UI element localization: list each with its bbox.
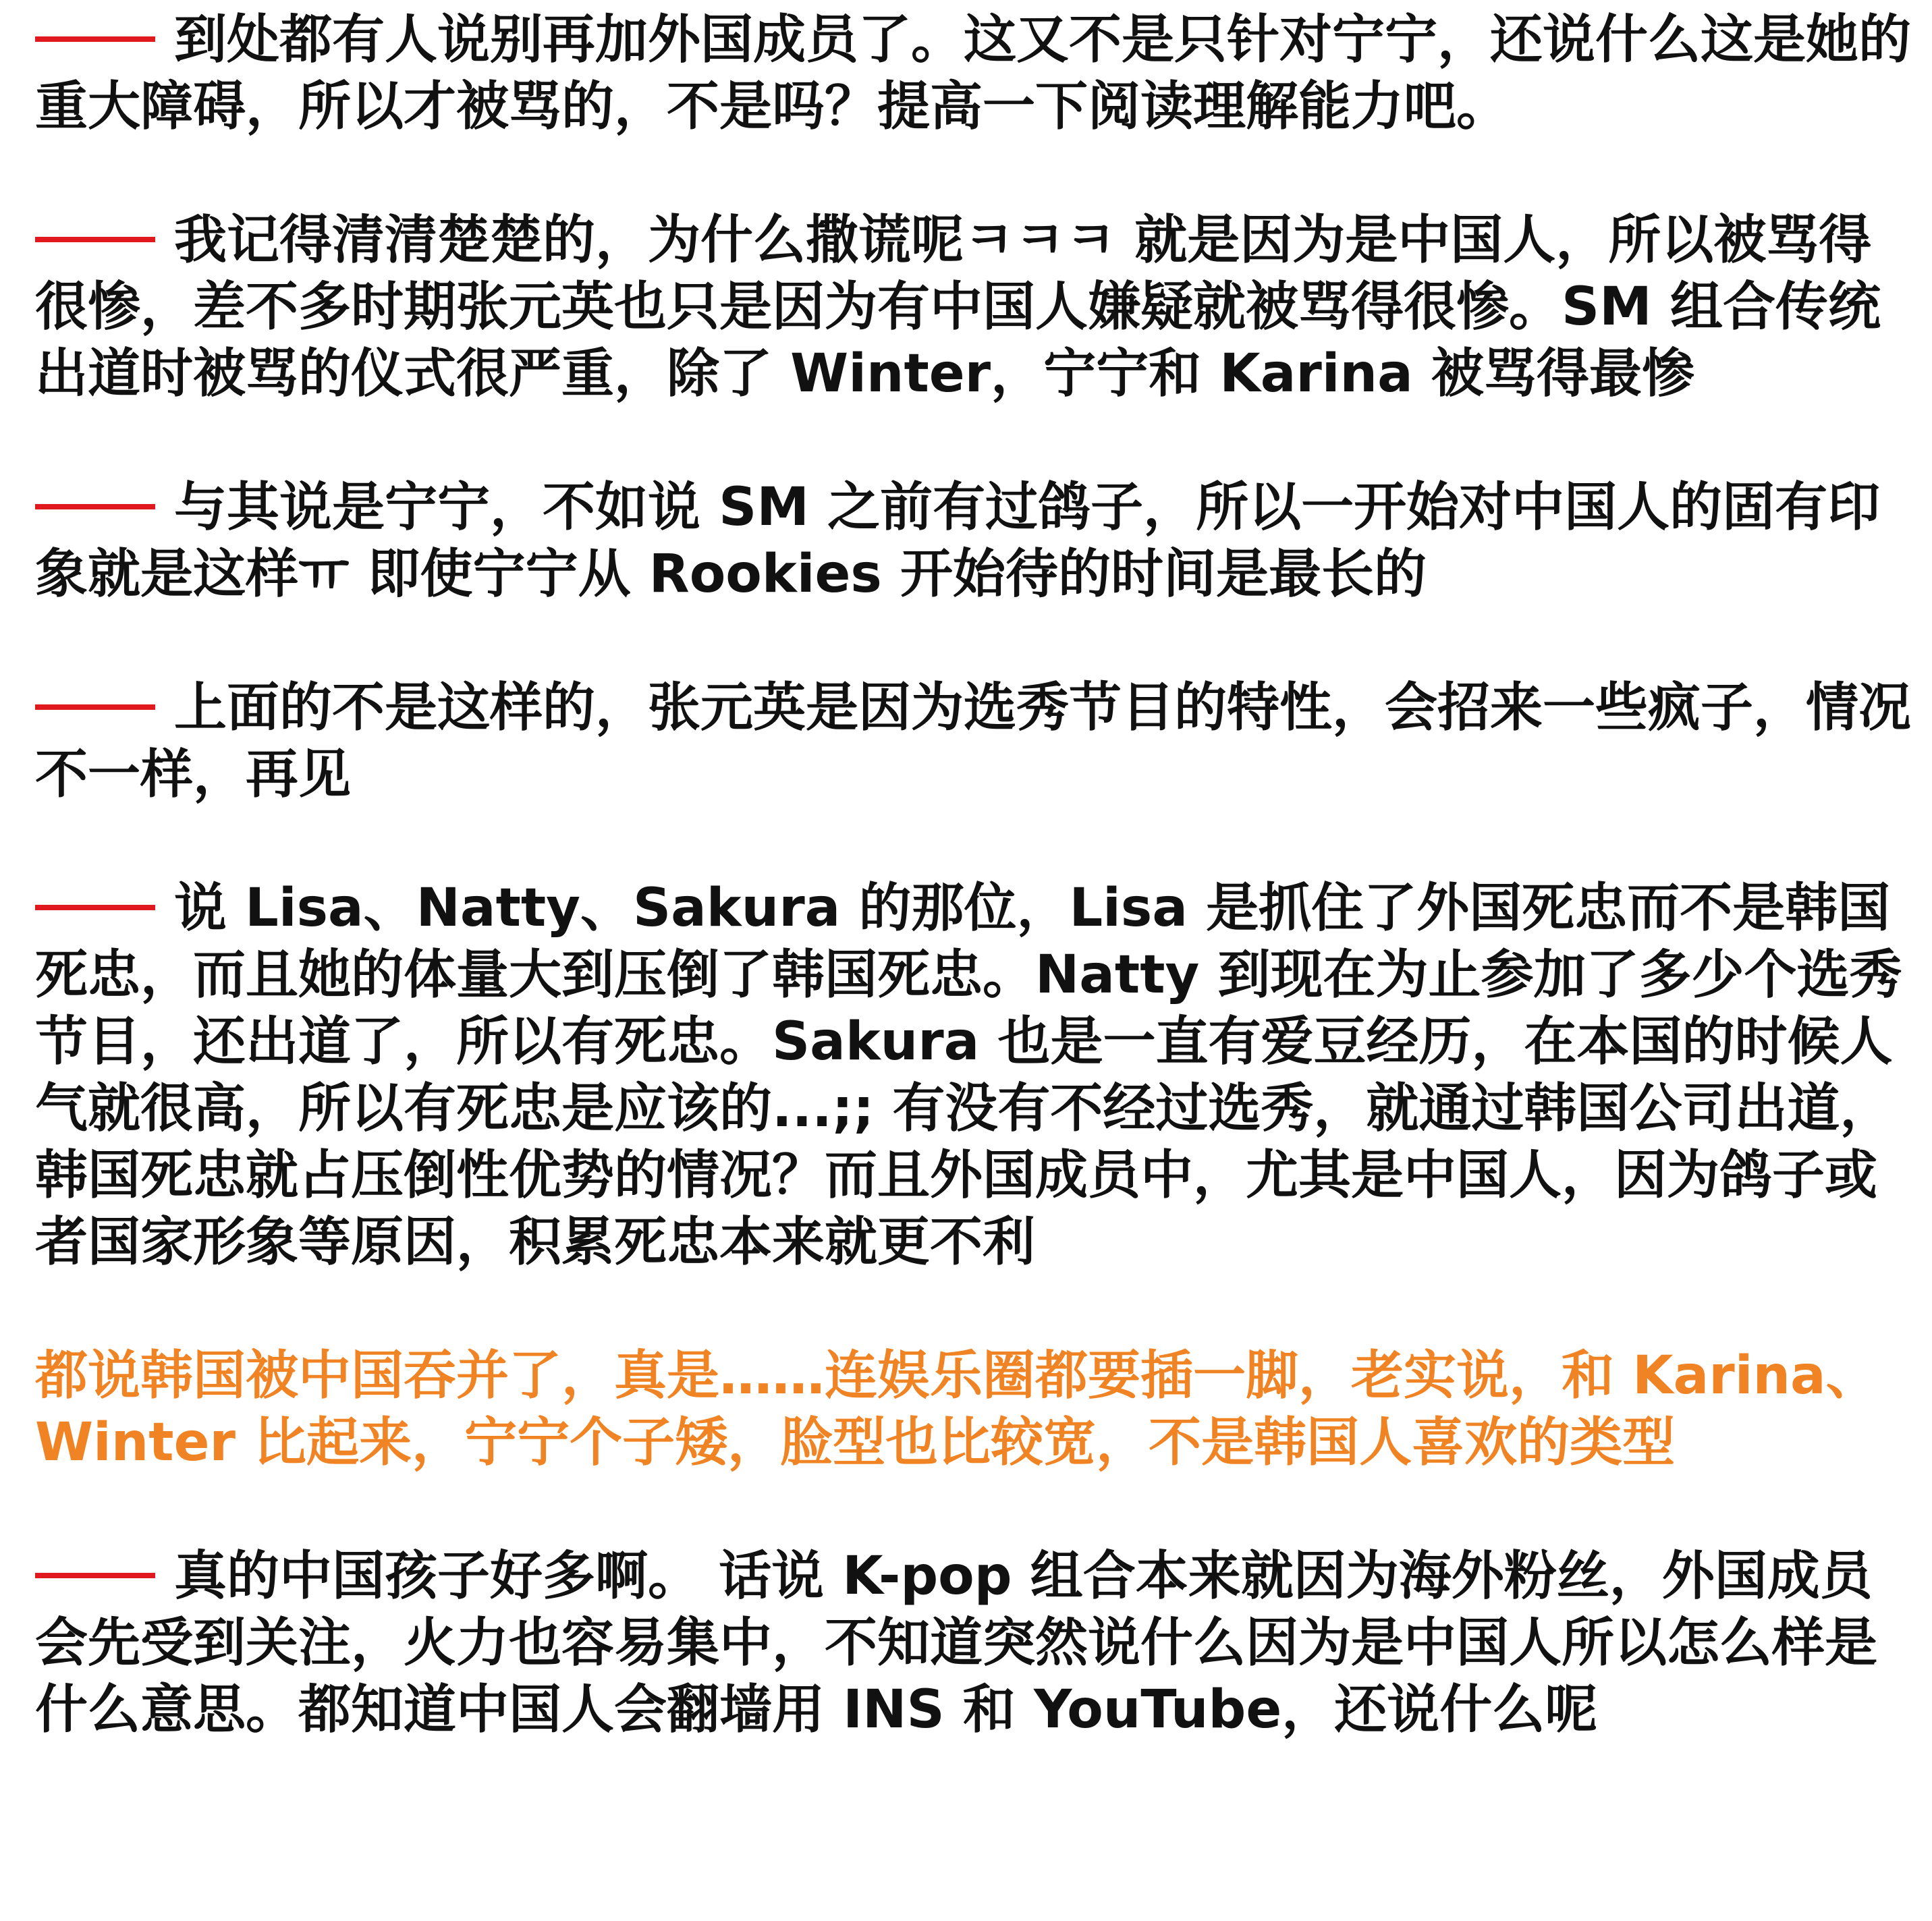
comment-2 [35,207,1918,408]
comment-1 [35,7,1918,140]
red-dash-marker [35,504,155,509]
red-dash-marker [35,704,155,710]
comment-5 [35,875,1918,1276]
comment-text: 说 Lisa、Natty、Sakura 的那位，Lisa 是抓住了外国死忠而不是韩国死忠，而且她的体量大到压倒了韩国死忠。Natty 到现在为止参加了多少个选秀节目，还出道了，所以有死忠。Sakura 也是一直有爱豆经历，在本国的时候人气就很高，所以有死忠是应该的...;; 有没有不经过选秀，就通过韩国公司出道，韩国死忠就占压倒性优势的情况？而且外国成员中，尤其是中国人，因为鸽子或者国家形象等原因，积累死忠本来就更不利 [35,878,1902,1273]
red-dash-marker [35,237,155,242]
comment-4 [35,675,1918,808]
comment-7 [35,1543,1918,1744]
watermark-overlay [1530,1839,1867,1906]
red-dash-marker [35,36,155,42]
red-dash-marker [35,1573,155,1578]
comment-list [35,7,1918,1744]
comment-text: 到处都有人说别再加外国成员了。这又不是只针对宁宁，还说什么这是她的重大障碍，所以才被骂的，不是吗？提高一下阅读理解能力吧。 [35,9,1912,137]
comment-text: 都说韩国被中国吞并了，真是……连娱乐圈都要插一脚，老实说，和 Karina、Winter 比起来，宁宁个子矮，脸型也比较宽，不是韩国人喜欢的类型 [35,1345,1879,1473]
comment-6-highlighted [35,1343,1918,1476]
comment-text: 真的中国孩子好多啊。 话说 K-pop 组合本来就因为海外粉丝，外国成员会先受到关注，火力也容易集中，不知道突然说什么因为是中国人所以怎么样是什么意思。都知道中国人会翻墙用 INS 和 YouTube，还说什么呢 [35,1546,1878,1740]
red-dash-marker [35,905,155,910]
comment-text: 我记得清清楚楚的，为什么撒谎呢ㅋㅋㅋ 就是因为是中国人，所以被骂得很惨，差不多时期张元英也只是因为有中国人嫌疑就被骂得很惨。SM 组合传统出道时被骂的仪式很严重，除了 Winter，宁宁和 Karina 被骂得最惨 [35,210,1881,404]
comment-3 [35,474,1918,608]
comment-text: 上面的不是这样的，张元英是因为选秀节目的特性，会招来一些疯子，情况不一样，再见 [35,677,1912,805]
comment-text: 与其说是宁宁，不如说 SM 之前有过鸽子，所以一开始对中国人的固有印象就是这样ㅠ 即使宁宁从 Rookies 开始待的时间是最长的 [35,477,1881,605]
